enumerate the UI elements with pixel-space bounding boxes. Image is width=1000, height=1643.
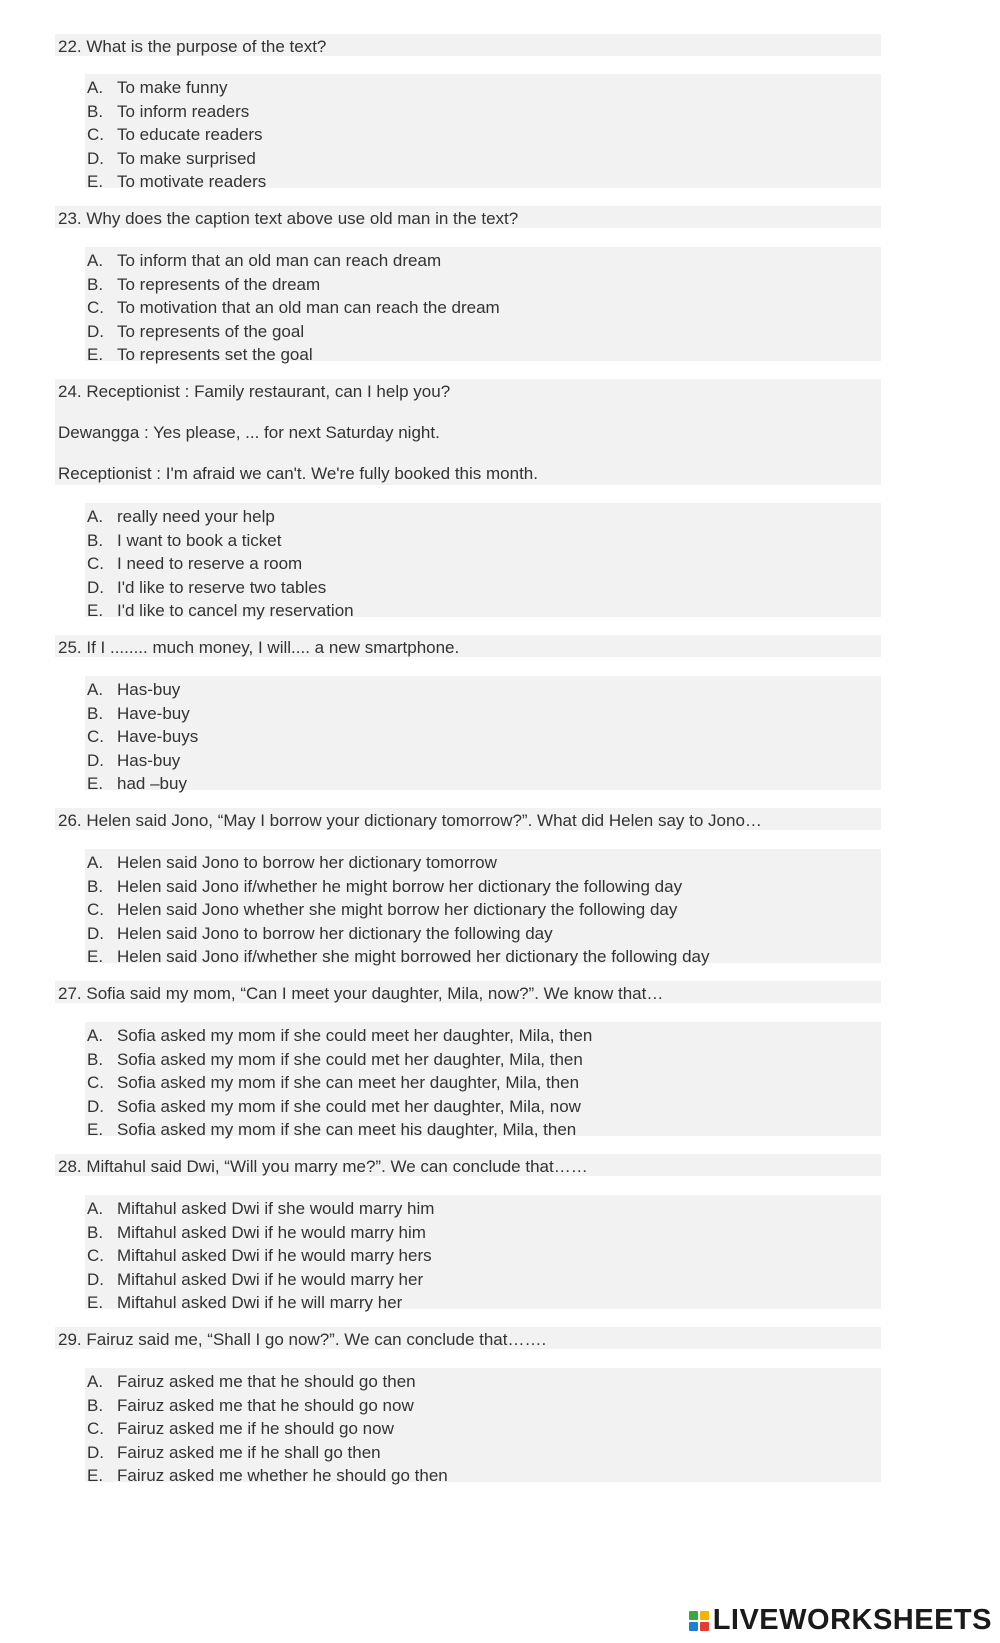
question-stem	[55, 808, 881, 830]
option-text: To represents of the dream	[117, 274, 321, 294]
answer-option[interactable]	[85, 100, 881, 124]
option-letter: B.	[87, 1395, 104, 1415]
option-text: To make funny	[117, 78, 228, 97]
logo-square-yellow	[700, 1611, 709, 1620]
question-text: 26. Helen said Jono, “May I borrow your dictionary tomorrow?”. What did Helen say to Jono…	[58, 811, 762, 830]
answer-option[interactable]	[85, 343, 881, 367]
question-text: 27. Sofia said my mom, “Can I meet your daughter, Mila, now?”. We know that…	[58, 984, 664, 1003]
option-letter: C.	[87, 727, 104, 746]
answer-options	[85, 1195, 881, 1312]
answer-option[interactable]	[85, 552, 881, 576]
answer-options	[85, 1022, 881, 1139]
option-letter: D.	[87, 1096, 104, 1116]
answer-options	[85, 247, 881, 364]
question-text: 29. Fairuz said me, “Shall I go now?”. We can conclude that…….	[58, 1330, 547, 1349]
logo-square-red	[700, 1622, 709, 1631]
answer-option[interactable]	[85, 945, 881, 969]
option-letter: C.	[87, 125, 104, 144]
option-letter: A.	[87, 251, 104, 270]
option-letter: D.	[87, 577, 104, 597]
option-letter: A.	[87, 1372, 104, 1391]
option-text: Have-buy	[117, 703, 190, 723]
option-text: Fairuz asked me if he shall go then	[117, 1442, 381, 1462]
option-text: Fairuz asked me that he should go then	[117, 1372, 416, 1391]
option-text: Miftahul asked Dwi if he would marry her	[117, 1269, 424, 1289]
question-stem	[55, 981, 881, 1003]
answer-option[interactable]	[85, 1291, 881, 1315]
answer-option[interactable]	[85, 1048, 881, 1072]
question-stem	[55, 206, 881, 228]
answer-option[interactable]	[85, 249, 881, 273]
answer-option[interactable]	[85, 1024, 881, 1048]
option-letter: D.	[87, 750, 104, 770]
option-letter: C.	[87, 298, 104, 317]
answer-option[interactable]	[85, 1370, 881, 1394]
option-letter: E.	[87, 1293, 104, 1312]
option-text: Fairuz asked me whether he should go then	[117, 1466, 448, 1485]
question-stem	[55, 1327, 881, 1349]
option-letter: D.	[87, 321, 104, 341]
option-text: Has-buy	[117, 680, 181, 699]
option-text: Have-buys	[117, 727, 199, 746]
answer-option[interactable]	[85, 1268, 881, 1292]
option-letter: B.	[87, 274, 104, 294]
answer-option[interactable]	[85, 1417, 881, 1441]
question-text: 28. Miftahul said Dwi, “Will you marry me?”. We can conclude that……	[58, 1157, 588, 1176]
answer-option[interactable]	[85, 1118, 881, 1142]
question-text: Receptionist : I'm afraid we can't. We're fully booked this month.	[58, 464, 538, 483]
option-text: Helen said Jono if/whether he might borrow her dictionary the following day	[117, 876, 683, 896]
answer-option[interactable]	[85, 147, 881, 171]
answer-options	[85, 503, 881, 620]
option-text: Miftahul asked Dwi if he would marry hers	[117, 1246, 432, 1265]
option-letter: C.	[87, 1419, 104, 1438]
answer-option[interactable]	[85, 320, 881, 344]
option-letter: B.	[87, 876, 104, 896]
option-text: really need your help	[117, 507, 275, 526]
question-text: Dewangga : Yes please, ... for next Saturday night.	[58, 423, 440, 442]
question-stem	[55, 635, 881, 657]
answer-option[interactable]	[85, 296, 881, 320]
option-letter: A.	[87, 1026, 104, 1045]
option-text: Has-buy	[117, 750, 181, 770]
answer-option[interactable]	[85, 749, 881, 773]
logo-grid-icon	[689, 1611, 709, 1631]
answer-option[interactable]	[85, 599, 881, 623]
answer-option[interactable]	[85, 1221, 881, 1245]
option-text: Helen said Jono to borrow her dictionary tomorrow	[117, 853, 497, 872]
question-text: 24. Receptionist : Family restaurant, can I help you?	[58, 382, 451, 401]
option-letter: B.	[87, 101, 104, 121]
option-letter: D.	[87, 923, 104, 943]
option-letter: E.	[87, 1466, 104, 1485]
answer-option[interactable]	[85, 678, 881, 702]
option-text: I'd like to reserve two tables	[117, 577, 327, 597]
option-letter: E.	[87, 345, 104, 364]
option-letter: C.	[87, 1246, 104, 1265]
question-stem	[55, 34, 881, 56]
option-letter: C.	[87, 554, 104, 573]
answer-option[interactable]	[85, 123, 881, 147]
option-text: I want to book a ticket	[117, 530, 282, 550]
option-letter: E.	[87, 601, 104, 620]
logo-text: LIVEWORKSHEETS	[712, 1604, 992, 1636]
answer-options	[85, 1368, 881, 1485]
option-text: I'd like to cancel my reservation	[117, 601, 354, 620]
option-letter: E.	[87, 172, 104, 191]
option-text: I need to reserve a room	[117, 554, 303, 573]
option-text: To educate readers	[117, 125, 263, 144]
option-text: To represents set the goal	[117, 345, 313, 364]
question-text: 22. What is the purpose of the text?	[58, 37, 327, 56]
answer-option[interactable]	[85, 851, 881, 875]
answer-options	[85, 676, 881, 793]
answer-option[interactable]	[85, 702, 881, 726]
answer-option[interactable]	[85, 922, 881, 946]
answer-option[interactable]	[85, 505, 881, 529]
option-letter: A.	[87, 78, 104, 97]
option-text: Helen said Jono to borrow her dictionary the following day	[117, 923, 553, 943]
answer-option[interactable]	[85, 1071, 881, 1095]
answer-option[interactable]	[85, 76, 881, 100]
option-letter: D.	[87, 148, 104, 168]
answer-option[interactable]	[85, 772, 881, 796]
answer-options	[85, 849, 881, 966]
answer-option[interactable]	[85, 170, 881, 194]
option-letter: D.	[87, 1442, 104, 1462]
option-letter: B.	[87, 703, 104, 723]
option-letter: D.	[87, 1269, 104, 1289]
answer-option[interactable]	[85, 1441, 881, 1465]
option-text: Helen said Jono whether she might borrow her dictionary the following day	[117, 900, 678, 919]
option-letter: A.	[87, 853, 104, 872]
answer-option[interactable]	[85, 898, 881, 922]
option-text: Sofia asked my mom if she can meet her daughter, Mila, then	[117, 1073, 580, 1092]
option-text: Miftahul asked Dwi if she would marry him	[117, 1199, 435, 1218]
option-letter: B.	[87, 530, 104, 550]
option-text: To inform readers	[117, 101, 250, 121]
option-text: Fairuz asked me that he should go now	[117, 1395, 414, 1415]
option-text: had –buy	[117, 774, 187, 793]
question-stem	[55, 1154, 881, 1176]
answer-option[interactable]	[85, 273, 881, 297]
liveworksheets-logo	[689, 1604, 992, 1637]
option-text: To inform that an old man can reach dream	[117, 251, 442, 270]
option-text: To represents of the goal	[117, 321, 305, 341]
answer-option[interactable]	[85, 1095, 881, 1119]
option-text: Miftahul asked Dwi if he would marry him	[117, 1222, 426, 1242]
answer-option[interactable]	[85, 529, 881, 553]
option-letter: A.	[87, 1199, 104, 1218]
answer-option[interactable]	[85, 725, 881, 749]
answer-option[interactable]	[85, 1464, 881, 1488]
option-letter: B.	[87, 1222, 104, 1242]
option-text: Sofia asked my mom if she can meet his daughter, Mila, then	[117, 1120, 577, 1139]
option-text: Sofia asked my mom if she could met her daughter, Mila, then	[117, 1049, 583, 1069]
option-letter: E.	[87, 774, 104, 793]
option-text: To motivation that an old man can reach the dream	[117, 298, 500, 317]
question-stem	[55, 379, 881, 485]
option-text: To make surprised	[117, 148, 256, 168]
answer-options	[85, 74, 881, 191]
question-text: 23. Why does the caption text above use old man in the text?	[58, 209, 519, 228]
option-text: Miftahul asked Dwi if he will marry her	[117, 1293, 403, 1312]
option-letter: E.	[87, 1120, 104, 1139]
option-text: Sofia asked my mom if she could met her daughter, Mila, now	[117, 1096, 581, 1116]
answer-option[interactable]	[85, 576, 881, 600]
option-text: Sofia asked my mom if she could meet her daughter, Mila, then	[117, 1026, 593, 1045]
option-letter: C.	[87, 900, 104, 919]
option-text: Fairuz asked me if he should go now	[117, 1419, 394, 1438]
option-text: To motivate readers	[117, 172, 267, 191]
option-letter: B.	[87, 1049, 104, 1069]
option-letter: A.	[87, 507, 104, 526]
answer-option[interactable]	[85, 1244, 881, 1268]
logo-square-green	[689, 1611, 698, 1620]
option-letter: C.	[87, 1073, 104, 1092]
answer-option[interactable]	[85, 1394, 881, 1418]
option-letter: E.	[87, 947, 104, 966]
question-text: 25. If I ........ much money, I will.... a new smartphone.	[58, 638, 460, 657]
option-text: Helen said Jono if/whether she might borrowed her dictionary the following day	[117, 947, 710, 966]
answer-option[interactable]	[85, 875, 881, 899]
answer-option[interactable]	[85, 1197, 881, 1221]
option-letter: A.	[87, 680, 104, 699]
logo-square-blue	[689, 1622, 698, 1631]
